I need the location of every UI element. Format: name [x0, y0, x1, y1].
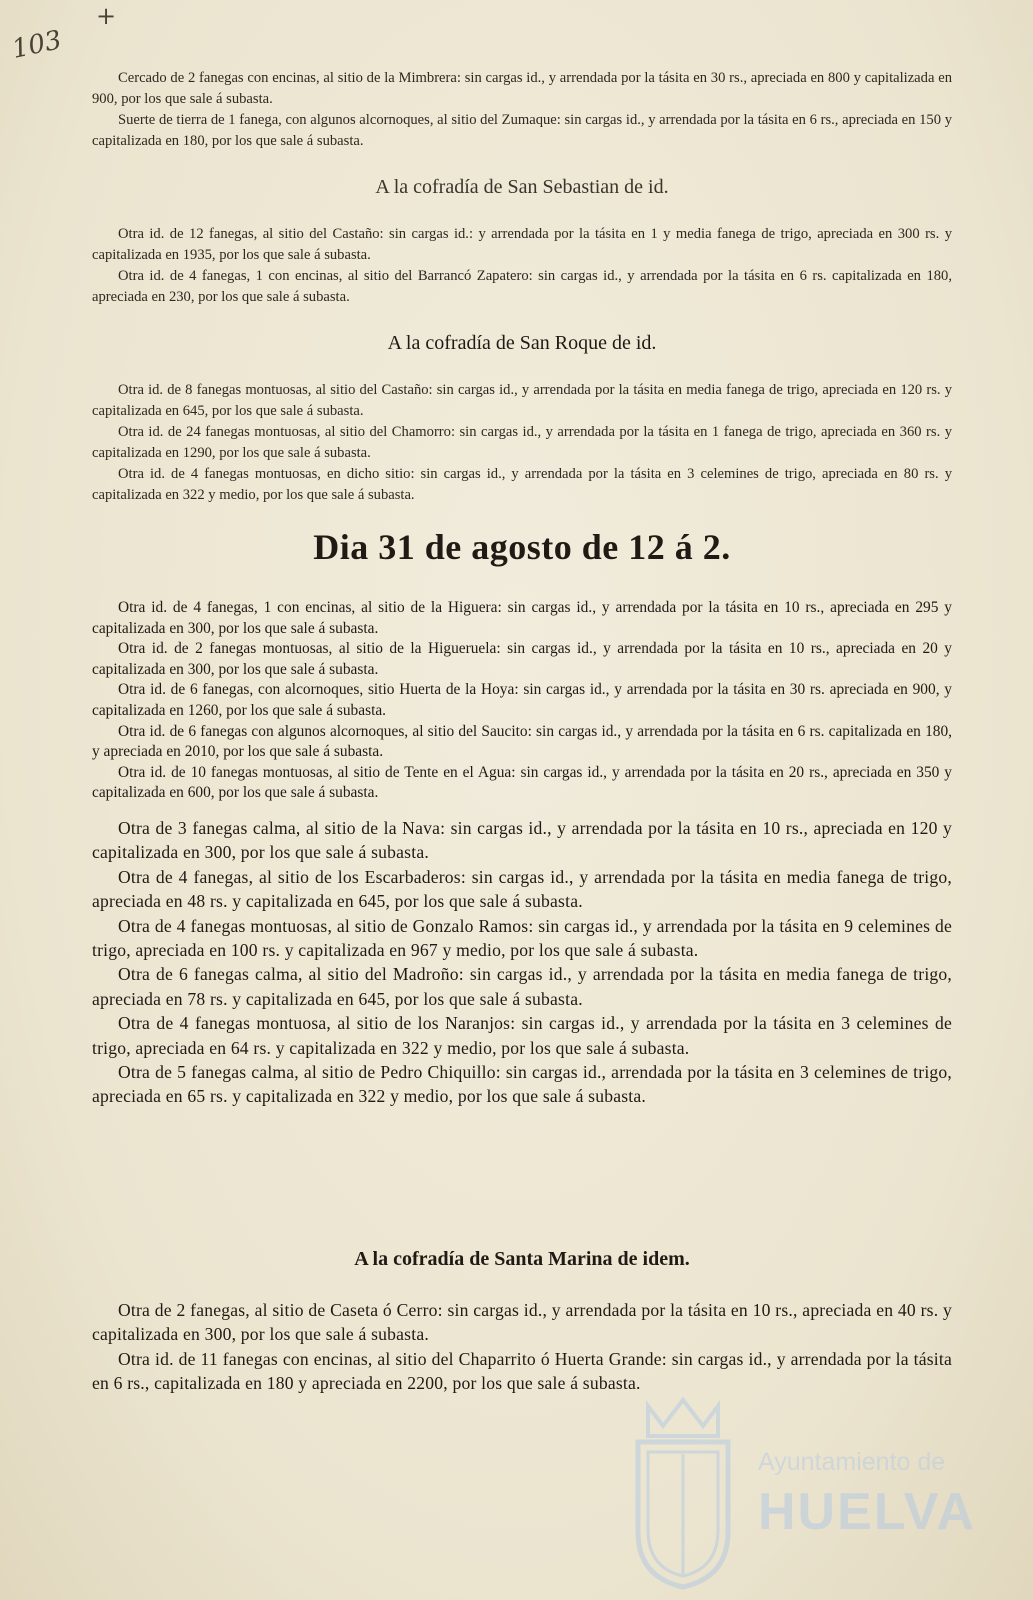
- paragraph: Otra id. de 24 fanegas montuosas, al sitio del Chamorro: sin cargas id., y arrendada por la tásita en 1 fanega de trigo, apreciada en 360 rs. y capitalizada en 1290, por los que sale á subasta.: [92, 424, 952, 461]
- watermark-ayuntamiento-huelva: [618, 1392, 977, 1592]
- paragraph: Otra de 3 fanegas calma, al sitio de la Nava: sin cargas id., y arrendada por la tásita en 10 rs., apreciada en 120 y capitalizada en 300, por los que sale á subasta.: [92, 818, 952, 863]
- paragraph: Otra id. de 4 fanegas montuosas, en dicho sitio: sin cargas id., y arrendada por la tásita en 3 celemines de trigo, apreciada en 80 rs. y capitalizada en 322 y medio, por los que sale á subasta.: [92, 466, 952, 503]
- section-1: [92, 68, 952, 152]
- heading-day-date: Dia 31 de agosto de 12 á 2.: [313, 527, 731, 567]
- paragraph: Otra id. de 8 fanegas montuosas, al sitio del Castaño: sin cargas id., y arrendada por la tásita en media fanega de trigo, apreciada en 120 rs. y capitalizada en 645, por los que sale á subasta.: [92, 382, 952, 419]
- paragraph: Cercado de 2 fanegas con encinas, al sitio de la Mimbrera: sin cargas id., y arrendada por la tásita en 30 rs., apreciada en 800 y capitalizada en 900, por los que sale á subasta.: [92, 70, 952, 107]
- heading-cofradia-san-roque: A la cofradía de San Roque de id.: [387, 332, 657, 354]
- heading-cofradia-san-sebastian: A la cofradía de San Sebastian de id.: [375, 176, 669, 198]
- paragraph: Otra id. de 2 fanegas montuosas, al sitio de la Higueruela: sin cargas id., y arrendada por la tásita en 10 rs., apreciada en 20 y capitalizada en 300, por los que sale á subasta.: [92, 640, 952, 678]
- paragraph: Otra de 6 fanegas calma, al sitio del Madroño: sin cargas id., y arrendada por la tásita en media fanega de trigo, apreciada en 78 rs. y capitalizada en 645, por los que sale á subasta.: [92, 964, 952, 1009]
- paragraph: Otra de 4 fanegas montuosas, al sitio de Gonzalo Ramos: sin cargas id., y arrendada por la tásita en 9 celemines de trigo, apreciada en 100 rs. y capitalizada en 967 y medio, por los que sale á subasta.: [92, 915, 952, 961]
- handwritten-page-number: 103: [9, 25, 65, 65]
- section-4: [92, 598, 952, 804]
- paragraph: Otra de 2 fanegas, al sitio de Caseta ó Cerro: sin cargas id., y arrendada por la tásita en 10 rs., apreciada en 40 rs. y capitalizada en 300, por los que sale á subasta.: [92, 1300, 952, 1345]
- section-3: [92, 380, 952, 506]
- section-2: [92, 224, 952, 308]
- paragraph: Suerte de tierra de 1 fanega, con algunos alcornoques, al sitio del Zumaque: sin cargas id., y arrendada por la tásita en 6 rs., apreciada en 150 y capitalizada en 180, por los que sale á subasta.: [92, 112, 952, 149]
- paragraph: Otra de 4 fanegas, al sitio de los Escarbaderos: sin cargas id., y arrendada por la tásita en media fanega de trigo, apreciada en 48 rs. y capitalizada en 645, por los que sale á subasta.: [92, 866, 952, 912]
- paragraph: Otra id. de 4 fanegas, 1 con encinas, al sitio de la Higuera: sin cargas id., y arrendada por la tásita en 10 rs., apreciada en 295 y capitalizada en 300, por los que sale á subasta.: [92, 599, 952, 637]
- paragraph: Otra id. de 4 fanegas, 1 con encinas, al sitio del Barrancó Zapatero: sin cargas id., y arrendada por la tásita en 6 rs. capitalizada en 180, apreciada en 230, por los que sale á subasta.: [92, 268, 952, 305]
- paragraph: Otra id. de 6 fanegas con algunos alcornoques, al sitio del Saucito: sin cargas id., y arrendada por la tásita en 6 rs. capitalizada en 180, y apreciada en 2010, por los que sale á subasta.: [92, 722, 952, 761]
- paragraph: Otra id. de 12 fanegas, al sitio del Castaño: sin cargas id.: y arrendada por la tásita en 1 y media fanega de trigo, apreciada en 300 rs. y capitalizada en 1935, por los que sale á subasta.: [92, 226, 952, 263]
- handwritten-mark: +: [96, 2, 117, 30]
- heading-cofradia-santa-marina: A la cofradía de Santa Marina de idem.: [354, 1248, 690, 1270]
- paragraph: Otra de 5 fanegas calma, al sitio de Pedro Chiquillo: sin cargas id., arrendada por la tásita en 3 celemines de trigo, apreciada en 65 rs. y capitalizada en 322 y medio, por los que sale á subasta.: [92, 1062, 952, 1107]
- section-5: [92, 816, 952, 1109]
- watermark-text-line2: HUELVA: [758, 1483, 977, 1541]
- paragraph: Otra id. de 11 fanegas con encinas, al sitio del Chaparrito ó Huerta Grande: sin cargas id., y arrendada por la tásita en 6 rs., capitalizada en 180 y apreciada en 2200, por los que sale á subasta.: [92, 1348, 952, 1394]
- section-6: [92, 1298, 952, 1396]
- paragraph: Otra id. de 10 fanegas montuosas, al sitio de Tente en el Agua: sin cargas id., y arrendada por la tásita en 20 rs., apreciada en 350 y capitalizada en 600, por los que sale á subasta.: [92, 763, 952, 802]
- paragraph: Otra de 4 fanegas montuosa, al sitio de los Naranjos: sin cargas id., y arrendada por la tásita en 3 celemines de trigo, apreciada en 64 rs. y capitalizada en 322 y medio, por los que sale á subasta.: [92, 1013, 952, 1058]
- watermark-text-line1: Ayuntamiento de: [758, 1448, 946, 1476]
- paragraph: Otra id. de 6 fanegas, con alcornoques, sitio Huerta de la Hoya: sin cargas id., y arrendada por la tásita en 30 rs. apreciada en 900, y capitalizada en 1260, por los que sale á subasta.: [92, 681, 952, 719]
- coat-of-arms-icon: [618, 1392, 748, 1592]
